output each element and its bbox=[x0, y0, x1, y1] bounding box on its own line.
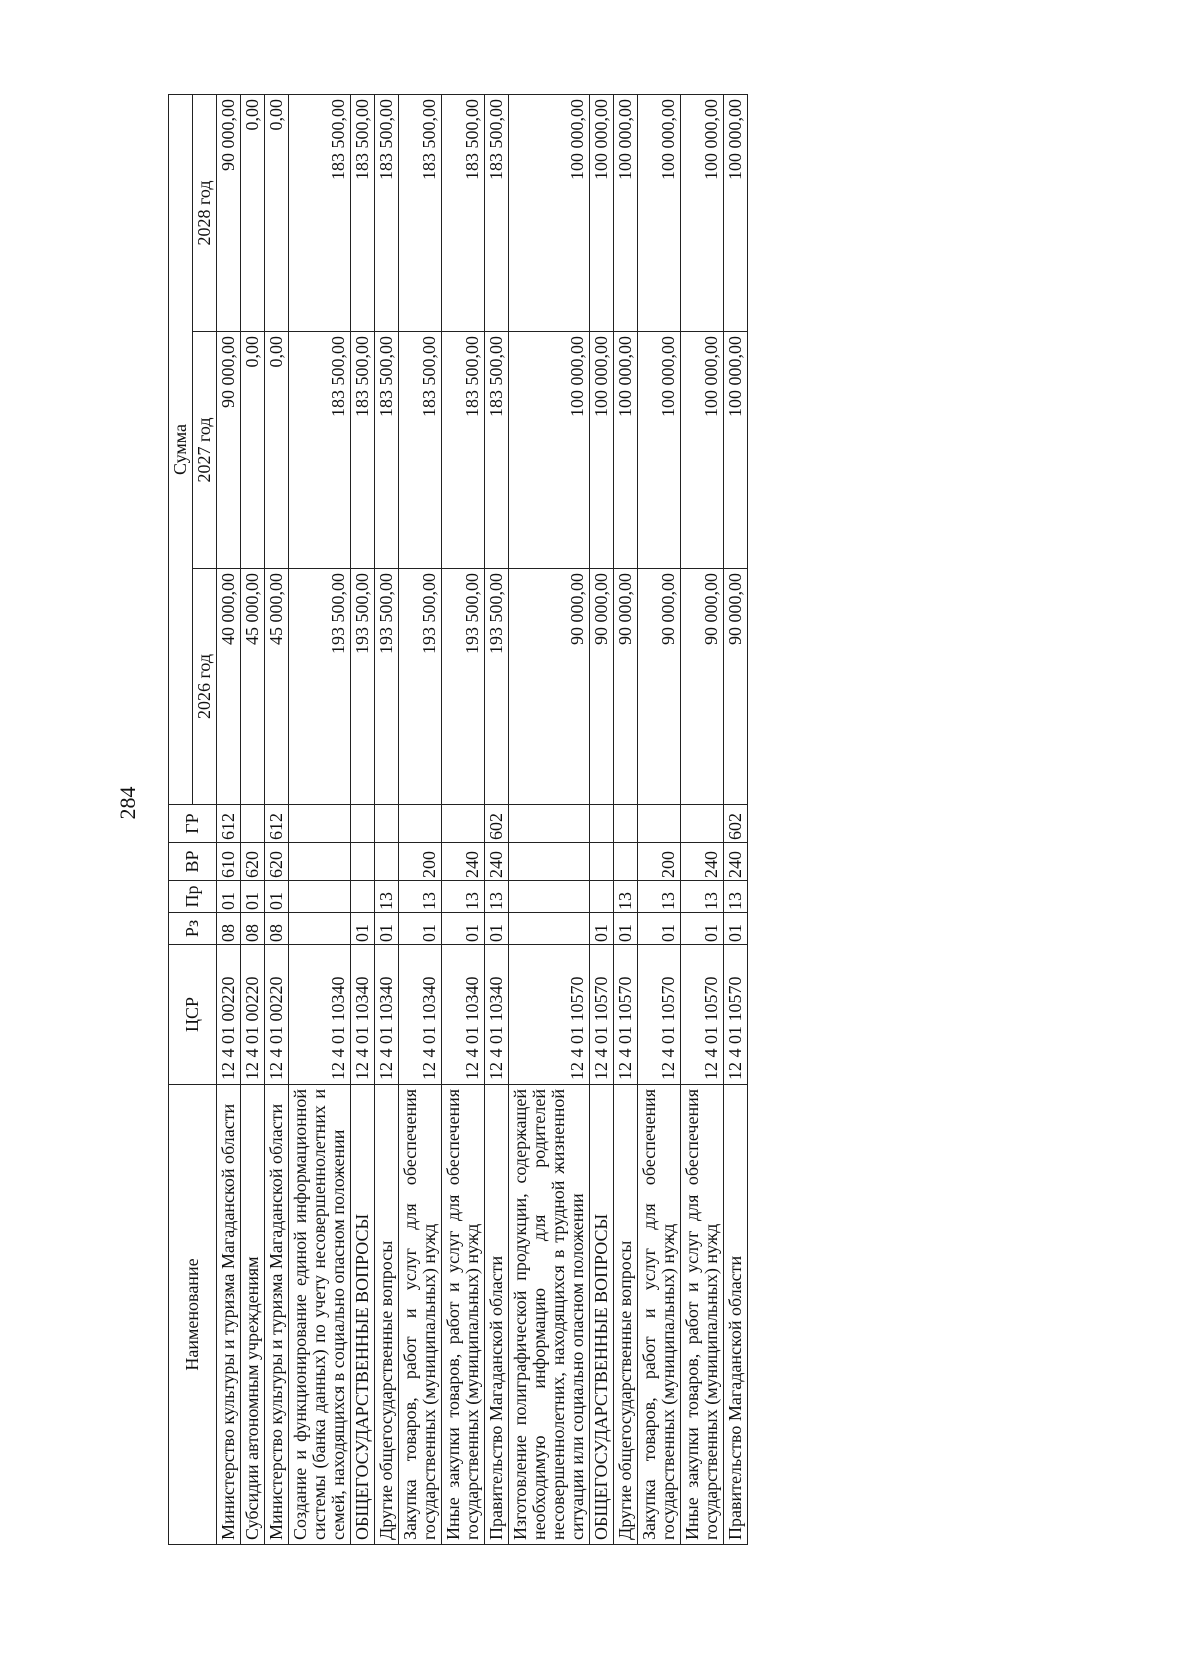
cell-2028: 183 500,00 bbox=[399, 94, 442, 331]
cell-pr: 13 bbox=[375, 881, 399, 913]
cell-csr: 12 4 01 00220 bbox=[217, 945, 241, 1085]
header-sum: Сумма bbox=[169, 94, 193, 804]
cell-name: Закупка товаров, работ и услуг для обеспечения государственных (муниципальных) нужд bbox=[399, 1085, 442, 1545]
cell-vr: 240 bbox=[681, 843, 724, 881]
table-row bbox=[351, 94, 375, 1544]
cell-gr bbox=[442, 805, 485, 843]
cell-rz: 01 bbox=[485, 913, 509, 945]
cell-2027: 100 000,00 bbox=[614, 332, 638, 569]
cell-name: Иные закупки товаров, работ и услуг для обеспечения государственных (муниципальных) нужд bbox=[442, 1085, 485, 1545]
cell-rz: 01 bbox=[590, 913, 614, 945]
cell-pr bbox=[289, 881, 351, 913]
cell-csr: 12 4 01 10570 bbox=[509, 945, 590, 1085]
cell-2026: 90 000,00 bbox=[638, 569, 681, 805]
cell-gr: 602 bbox=[724, 805, 748, 843]
budget-table bbox=[168, 94, 748, 1545]
cell-2026: 193 500,00 bbox=[485, 569, 509, 805]
page-number: 284 bbox=[115, 786, 140, 820]
cell-pr: 01 bbox=[265, 881, 289, 913]
cell-gr bbox=[681, 805, 724, 843]
cell-csr: 12 4 01 10570 bbox=[638, 945, 681, 1085]
table-row bbox=[375, 94, 399, 1544]
table-row bbox=[265, 94, 289, 1544]
table-row bbox=[590, 94, 614, 1544]
cell-rz: 01 bbox=[638, 913, 681, 945]
header-name: Наименование bbox=[169, 1085, 217, 1545]
cell-name: Другие общегосударственные вопросы bbox=[375, 1085, 399, 1545]
cell-2027: 90 000,00 bbox=[217, 332, 241, 569]
cell-vr bbox=[375, 843, 399, 881]
cell-pr bbox=[509, 881, 590, 913]
cell-gr bbox=[638, 805, 681, 843]
cell-2028: 183 500,00 bbox=[442, 94, 485, 331]
cell-pr: 13 bbox=[614, 881, 638, 913]
cell-2027: 183 500,00 bbox=[442, 332, 485, 569]
cell-2027: 183 500,00 bbox=[351, 332, 375, 569]
cell-2026: 90 000,00 bbox=[724, 569, 748, 805]
table-row bbox=[485, 94, 509, 1544]
cell-2028: 100 000,00 bbox=[724, 94, 748, 331]
cell-csr: 12 4 01 10570 bbox=[614, 945, 638, 1085]
cell-gr bbox=[375, 805, 399, 843]
cell-2028: 183 500,00 bbox=[351, 94, 375, 331]
cell-csr: 12 4 01 10340 bbox=[442, 945, 485, 1085]
cell-pr: 13 bbox=[442, 881, 485, 913]
cell-2026: 45 000,00 bbox=[241, 569, 265, 805]
cell-csr: 12 4 01 10570 bbox=[681, 945, 724, 1085]
cell-2026: 90 000,00 bbox=[614, 569, 638, 805]
cell-rz bbox=[289, 913, 351, 945]
cell-vr: 200 bbox=[399, 843, 442, 881]
cell-name: Министерство культуры и туризма Магаданской области bbox=[265, 1085, 289, 1545]
cell-vr: 200 bbox=[638, 843, 681, 881]
cell-vr: 240 bbox=[724, 843, 748, 881]
cell-csr: 12 4 01 10340 bbox=[351, 945, 375, 1085]
cell-2027: 100 000,00 bbox=[681, 332, 724, 569]
cell-pr: 01 bbox=[241, 881, 265, 913]
cell-2028: 100 000,00 bbox=[509, 94, 590, 331]
cell-2026: 90 000,00 bbox=[681, 569, 724, 805]
budget-table-rotated bbox=[168, 95, 998, 1545]
cell-2027: 0,00 bbox=[241, 332, 265, 569]
cell-gr bbox=[590, 805, 614, 843]
cell-name: Закупка товаров, работ и услуг для обеспечения государственных (муниципальных) нужд bbox=[638, 1085, 681, 1545]
cell-name: ОБЩЕГОСУДАРСТВЕННЫЕ ВОПРОСЫ bbox=[590, 1085, 614, 1545]
table-row bbox=[442, 94, 485, 1544]
cell-2028: 100 000,00 bbox=[590, 94, 614, 331]
cell-2027: 183 500,00 bbox=[485, 332, 509, 569]
cell-rz: 01 bbox=[399, 913, 442, 945]
cell-gr bbox=[289, 805, 351, 843]
cell-rz: 01 bbox=[724, 913, 748, 945]
cell-name: Правительство Магаданской области bbox=[485, 1085, 509, 1545]
cell-vr: 610 bbox=[217, 843, 241, 881]
cell-rz: 01 bbox=[442, 913, 485, 945]
cell-rz: 01 bbox=[681, 913, 724, 945]
table-row bbox=[614, 94, 638, 1544]
cell-csr: 12 4 01 00220 bbox=[241, 945, 265, 1085]
cell-gr bbox=[399, 805, 442, 843]
cell-gr bbox=[509, 805, 590, 843]
cell-2026: 193 500,00 bbox=[375, 569, 399, 805]
table-row bbox=[399, 94, 442, 1544]
cell-vr bbox=[590, 843, 614, 881]
cell-2026: 90 000,00 bbox=[590, 569, 614, 805]
cell-vr: 620 bbox=[265, 843, 289, 881]
cell-vr bbox=[509, 843, 590, 881]
header-rz: Рз bbox=[169, 913, 217, 945]
cell-csr: 12 4 01 10570 bbox=[590, 945, 614, 1085]
cell-2028: 183 500,00 bbox=[375, 94, 399, 331]
cell-pr bbox=[590, 881, 614, 913]
cell-csr: 12 4 01 00220 bbox=[265, 945, 289, 1085]
cell-2027: 100 000,00 bbox=[590, 332, 614, 569]
cell-2027: 100 000,00 bbox=[509, 332, 590, 569]
header-2027: 2027 год bbox=[193, 332, 217, 569]
cell-pr bbox=[351, 881, 375, 913]
cell-vr bbox=[351, 843, 375, 881]
cell-name: Другие общегосударственные вопросы bbox=[614, 1085, 638, 1545]
header-gr: ГР bbox=[169, 805, 217, 843]
cell-gr: 602 bbox=[485, 805, 509, 843]
cell-pr: 13 bbox=[638, 881, 681, 913]
cell-csr: 12 4 01 10570 bbox=[724, 945, 748, 1085]
cell-rz: 01 bbox=[351, 913, 375, 945]
cell-gr: 612 bbox=[217, 805, 241, 843]
cell-name: ОБЩЕГОСУДАРСТВЕННЫЕ ВОПРОСЫ bbox=[351, 1085, 375, 1545]
cell-2026: 193 500,00 bbox=[399, 569, 442, 805]
cell-name: Субсидии автономным учреждениям bbox=[241, 1085, 265, 1545]
cell-rz: 08 bbox=[241, 913, 265, 945]
table-row bbox=[509, 94, 590, 1544]
cell-2028: 0,00 bbox=[265, 94, 289, 331]
header-vr: ВР bbox=[169, 843, 217, 881]
table-row bbox=[724, 94, 748, 1544]
cell-rz bbox=[509, 913, 590, 945]
cell-2027: 183 500,00 bbox=[375, 332, 399, 569]
table-row bbox=[217, 94, 241, 1544]
cell-vr: 240 bbox=[442, 843, 485, 881]
header-2028: 2028 год bbox=[193, 94, 217, 331]
cell-gr bbox=[614, 805, 638, 843]
cell-2027: 100 000,00 bbox=[724, 332, 748, 569]
cell-gr: 612 bbox=[265, 805, 289, 843]
cell-2028: 100 000,00 bbox=[638, 94, 681, 331]
header-pr: Пр bbox=[169, 881, 217, 913]
cell-2028: 100 000,00 bbox=[681, 94, 724, 331]
cell-name: Министерство культуры и туризма Магаданской области bbox=[217, 1085, 241, 1545]
table-row bbox=[289, 94, 351, 1544]
cell-2026: 193 500,00 bbox=[442, 569, 485, 805]
cell-csr: 12 4 01 10340 bbox=[375, 945, 399, 1085]
cell-pr: 01 bbox=[217, 881, 241, 913]
cell-2026: 193 500,00 bbox=[289, 569, 351, 805]
table-body bbox=[217, 94, 748, 1544]
cell-2027: 0,00 bbox=[265, 332, 289, 569]
cell-2027: 100 000,00 bbox=[638, 332, 681, 569]
cell-rz: 01 bbox=[375, 913, 399, 945]
cell-name: Правительство Магаданской области bbox=[724, 1085, 748, 1545]
cell-pr: 13 bbox=[724, 881, 748, 913]
cell-2028: 0,00 bbox=[241, 94, 265, 331]
table-row bbox=[681, 94, 724, 1544]
cell-2027: 183 500,00 bbox=[289, 332, 351, 569]
cell-vr: 620 bbox=[241, 843, 265, 881]
header-csr: ЦСР bbox=[169, 945, 217, 1085]
cell-2026: 90 000,00 bbox=[509, 569, 590, 805]
cell-rz: 08 bbox=[265, 913, 289, 945]
cell-2028: 183 500,00 bbox=[485, 94, 509, 331]
cell-vr: 240 bbox=[485, 843, 509, 881]
cell-csr: 12 4 01 10340 bbox=[289, 945, 351, 1085]
cell-gr bbox=[241, 805, 265, 843]
header-row bbox=[169, 94, 193, 1544]
cell-rz: 01 bbox=[614, 913, 638, 945]
cell-pr: 13 bbox=[681, 881, 724, 913]
cell-2026: 193 500,00 bbox=[351, 569, 375, 805]
cell-2028: 183 500,00 bbox=[289, 94, 351, 331]
cell-name: Изготовление полиграфической продукции, содержащей необходимую информацию для родителей несовершеннолетних, находящихся в трудной жизненной ситуации или социально опасном положении bbox=[509, 1085, 590, 1545]
table-row bbox=[638, 94, 681, 1544]
cell-gr bbox=[351, 805, 375, 843]
cell-csr: 12 4 01 10340 bbox=[485, 945, 509, 1085]
cell-2028: 100 000,00 bbox=[614, 94, 638, 331]
cell-pr: 13 bbox=[399, 881, 442, 913]
cell-vr bbox=[614, 843, 638, 881]
cell-2026: 45 000,00 bbox=[265, 569, 289, 805]
cell-rz: 08 bbox=[217, 913, 241, 945]
cell-2026: 40 000,00 bbox=[217, 569, 241, 805]
header-2026: 2026 год bbox=[193, 569, 217, 805]
cell-pr: 13 bbox=[485, 881, 509, 913]
cell-2027: 183 500,00 bbox=[399, 332, 442, 569]
cell-name: Создание и функционирование единой информационной системы (банка данных) по учету несовершеннолетних и семей, находящихся в социально опасном положении bbox=[289, 1085, 351, 1545]
cell-csr: 12 4 01 10340 bbox=[399, 945, 442, 1085]
cell-name: Иные закупки товаров, работ и услуг для обеспечения государственных (муниципальных) нужд bbox=[681, 1085, 724, 1545]
cell-vr bbox=[289, 843, 351, 881]
cell-2028: 90 000,00 bbox=[217, 94, 241, 331]
table-row bbox=[241, 94, 265, 1544]
